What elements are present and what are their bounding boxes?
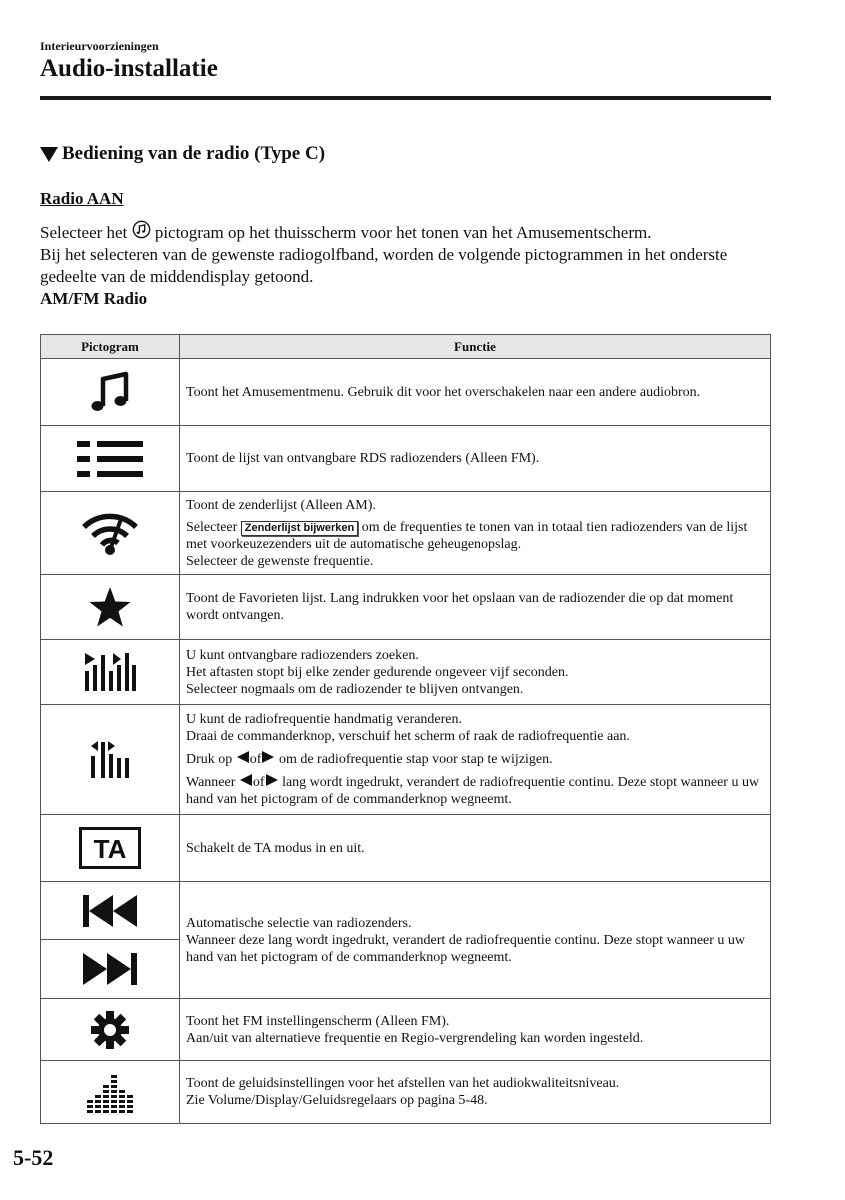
function-text: Zie Volume/Display/Geluidsregelaars op pagina 5-48. xyxy=(186,1093,488,1108)
amfm-heading: AM/FM Radio xyxy=(40,289,148,308)
seek-forward-icon xyxy=(82,952,138,986)
table-row xyxy=(41,882,771,940)
update-station-list-button[interactable]: Zenderlijst bijwerken xyxy=(241,521,358,536)
arrow-right-icon xyxy=(261,750,275,764)
function-cell xyxy=(180,575,771,640)
table-row xyxy=(41,705,771,815)
scan-icon xyxy=(83,651,137,693)
function-text: Selecteer nogmaals om de radiozender te blijven ontvangen. xyxy=(186,681,524,697)
table-row xyxy=(41,426,771,492)
icon-cell xyxy=(41,882,180,940)
function-text: Schakelt de TA modus in en uit. xyxy=(186,840,365,856)
function-text xyxy=(186,773,764,808)
header-functie: Functie xyxy=(180,335,771,359)
table-row xyxy=(41,640,771,705)
page-title: Audio-installatie xyxy=(40,55,218,82)
equalizer-icon xyxy=(86,1070,134,1114)
icon-cell xyxy=(41,705,180,815)
hold-text-after: lang wordt ingedrukt, verandert de radiofrequentie continu. Deze stopt wanneer u uw hand van het pictogram of de commanderknop wegneemt. xyxy=(186,775,760,807)
table-row xyxy=(41,1061,771,1124)
select-text-after: om de frequenties te tonen van in totaal tien radiozenders van de lijst met voorkeuzezenders uit de automatische geheugenopslag. xyxy=(186,519,748,552)
intro-text-after: pictogram op het thuisscherm voor het tonen van het Amusementscherm. xyxy=(154,223,652,242)
intro-text-line2: Bij het selecteren van de gewenste radiogolfband, worden de volgende pictogrammen in het onderste gedeelte van de middendisplay getoond. xyxy=(40,245,728,286)
icon-cell xyxy=(41,575,180,640)
table-row xyxy=(41,359,771,426)
music-note-icon xyxy=(88,370,132,414)
icon-cell xyxy=(41,640,180,705)
ta-icon xyxy=(78,826,142,870)
title-rule xyxy=(40,96,771,100)
function-text: Wanneer deze lang wordt ingedrukt, verandert de radiofrequentie continu. Deze stopt wanneer u uw hand van het pictogram of de commanderknop wegneemt. xyxy=(186,932,746,965)
function-text: Toont het Amusementmenu. Gebruik dit voor het overschakelen naar een andere audiobron. xyxy=(186,384,701,400)
table-header-row xyxy=(41,335,771,359)
icon-cell xyxy=(41,426,180,492)
function-text xyxy=(186,750,764,768)
or-text: of xyxy=(252,775,265,790)
function-cell xyxy=(180,1061,771,1124)
function-text: Toont het FM instellingenscherm (Alleen FM). xyxy=(186,1013,450,1029)
settings-gear-icon xyxy=(90,1010,130,1050)
table-row xyxy=(41,575,771,640)
star-icon xyxy=(88,586,132,628)
hold-text: Wanneer xyxy=(186,775,236,790)
intro-paragraph xyxy=(40,220,780,288)
function-text: Het aftasten stopt bij elke zender gedurende ongeveer vijf seconden. xyxy=(186,664,569,680)
subheading xyxy=(40,143,325,165)
radio-on-heading: Radio AAN xyxy=(40,189,124,208)
function-text: Toont de lijst van ontvangbare RDS radiozenders (Alleen FM). xyxy=(186,451,540,466)
function-table xyxy=(40,334,771,1124)
table-row xyxy=(41,999,771,1061)
list-icon xyxy=(74,437,146,481)
function-cell xyxy=(180,640,771,705)
icon-cell xyxy=(41,492,180,575)
function-text: Toont de Favorieten lijst. Lang indrukken voor het opslaan van de radiozender die op dat moment wordt ontvangen. xyxy=(186,591,734,623)
function-text: Automatische selectie van radiozenders. xyxy=(186,915,412,931)
function-text: U kunt de radiofrequentie handmatig veranderen. xyxy=(186,712,463,727)
press-text: Druk op xyxy=(186,752,233,767)
or-text: of xyxy=(249,752,262,767)
music-note-icon xyxy=(132,220,151,239)
function-text: Toont de zenderlijst (Alleen AM). xyxy=(186,497,376,513)
subheading-text: Bediening van de radio (Type C) xyxy=(62,143,326,164)
section-label: Interieurvoorzieningen xyxy=(40,39,159,53)
function-text: Toont de geluidsinstellingen voor het afstellen van het audiokwaliteitsniveau. xyxy=(186,1076,620,1091)
function-cell xyxy=(180,882,771,999)
table-row xyxy=(41,815,771,882)
function-cell xyxy=(180,705,771,815)
icon-cell xyxy=(41,359,180,426)
table-row xyxy=(41,492,771,575)
icon-cell xyxy=(41,815,180,882)
header-pictogram: Pictogram xyxy=(41,335,180,359)
arrow-left-icon xyxy=(239,773,253,787)
arrow-left-icon xyxy=(236,750,250,764)
function-text: U kunt ontvangbare radiozenders zoeken. xyxy=(186,647,419,663)
press-text-after: om de radiofrequentie stap voor stap te wijzigen. xyxy=(278,752,553,767)
intro-text-before: Selecteer het xyxy=(40,223,128,242)
function-cell xyxy=(180,492,771,575)
arrow-right-icon xyxy=(265,773,279,787)
select-text: Selecteer xyxy=(186,519,238,535)
icon-cell xyxy=(41,940,180,999)
function-cell xyxy=(180,359,771,426)
function-text: Selecteer de gewenste frequentie. xyxy=(186,553,374,569)
station-list-signal-icon xyxy=(80,510,140,556)
function-text: Aan/uit van alternatieve frequentie en Regio-vergrendeling kan worden ingesteld. xyxy=(186,1030,644,1046)
icon-cell xyxy=(41,999,180,1061)
triangle-marker-icon xyxy=(40,147,58,162)
function-cell xyxy=(180,999,771,1061)
tune-icon xyxy=(88,740,132,780)
function-cell xyxy=(180,815,771,882)
function-text xyxy=(186,519,764,553)
seek-back-icon xyxy=(82,894,138,928)
function-text: Draai de commanderknop, verschuif het scherm of raak de radiofrequentie aan. xyxy=(186,729,630,744)
ta-icon-text: TA xyxy=(93,834,127,864)
page-number: 5-52 xyxy=(13,1145,54,1170)
function-cell xyxy=(180,426,771,492)
icon-cell xyxy=(41,1061,180,1124)
